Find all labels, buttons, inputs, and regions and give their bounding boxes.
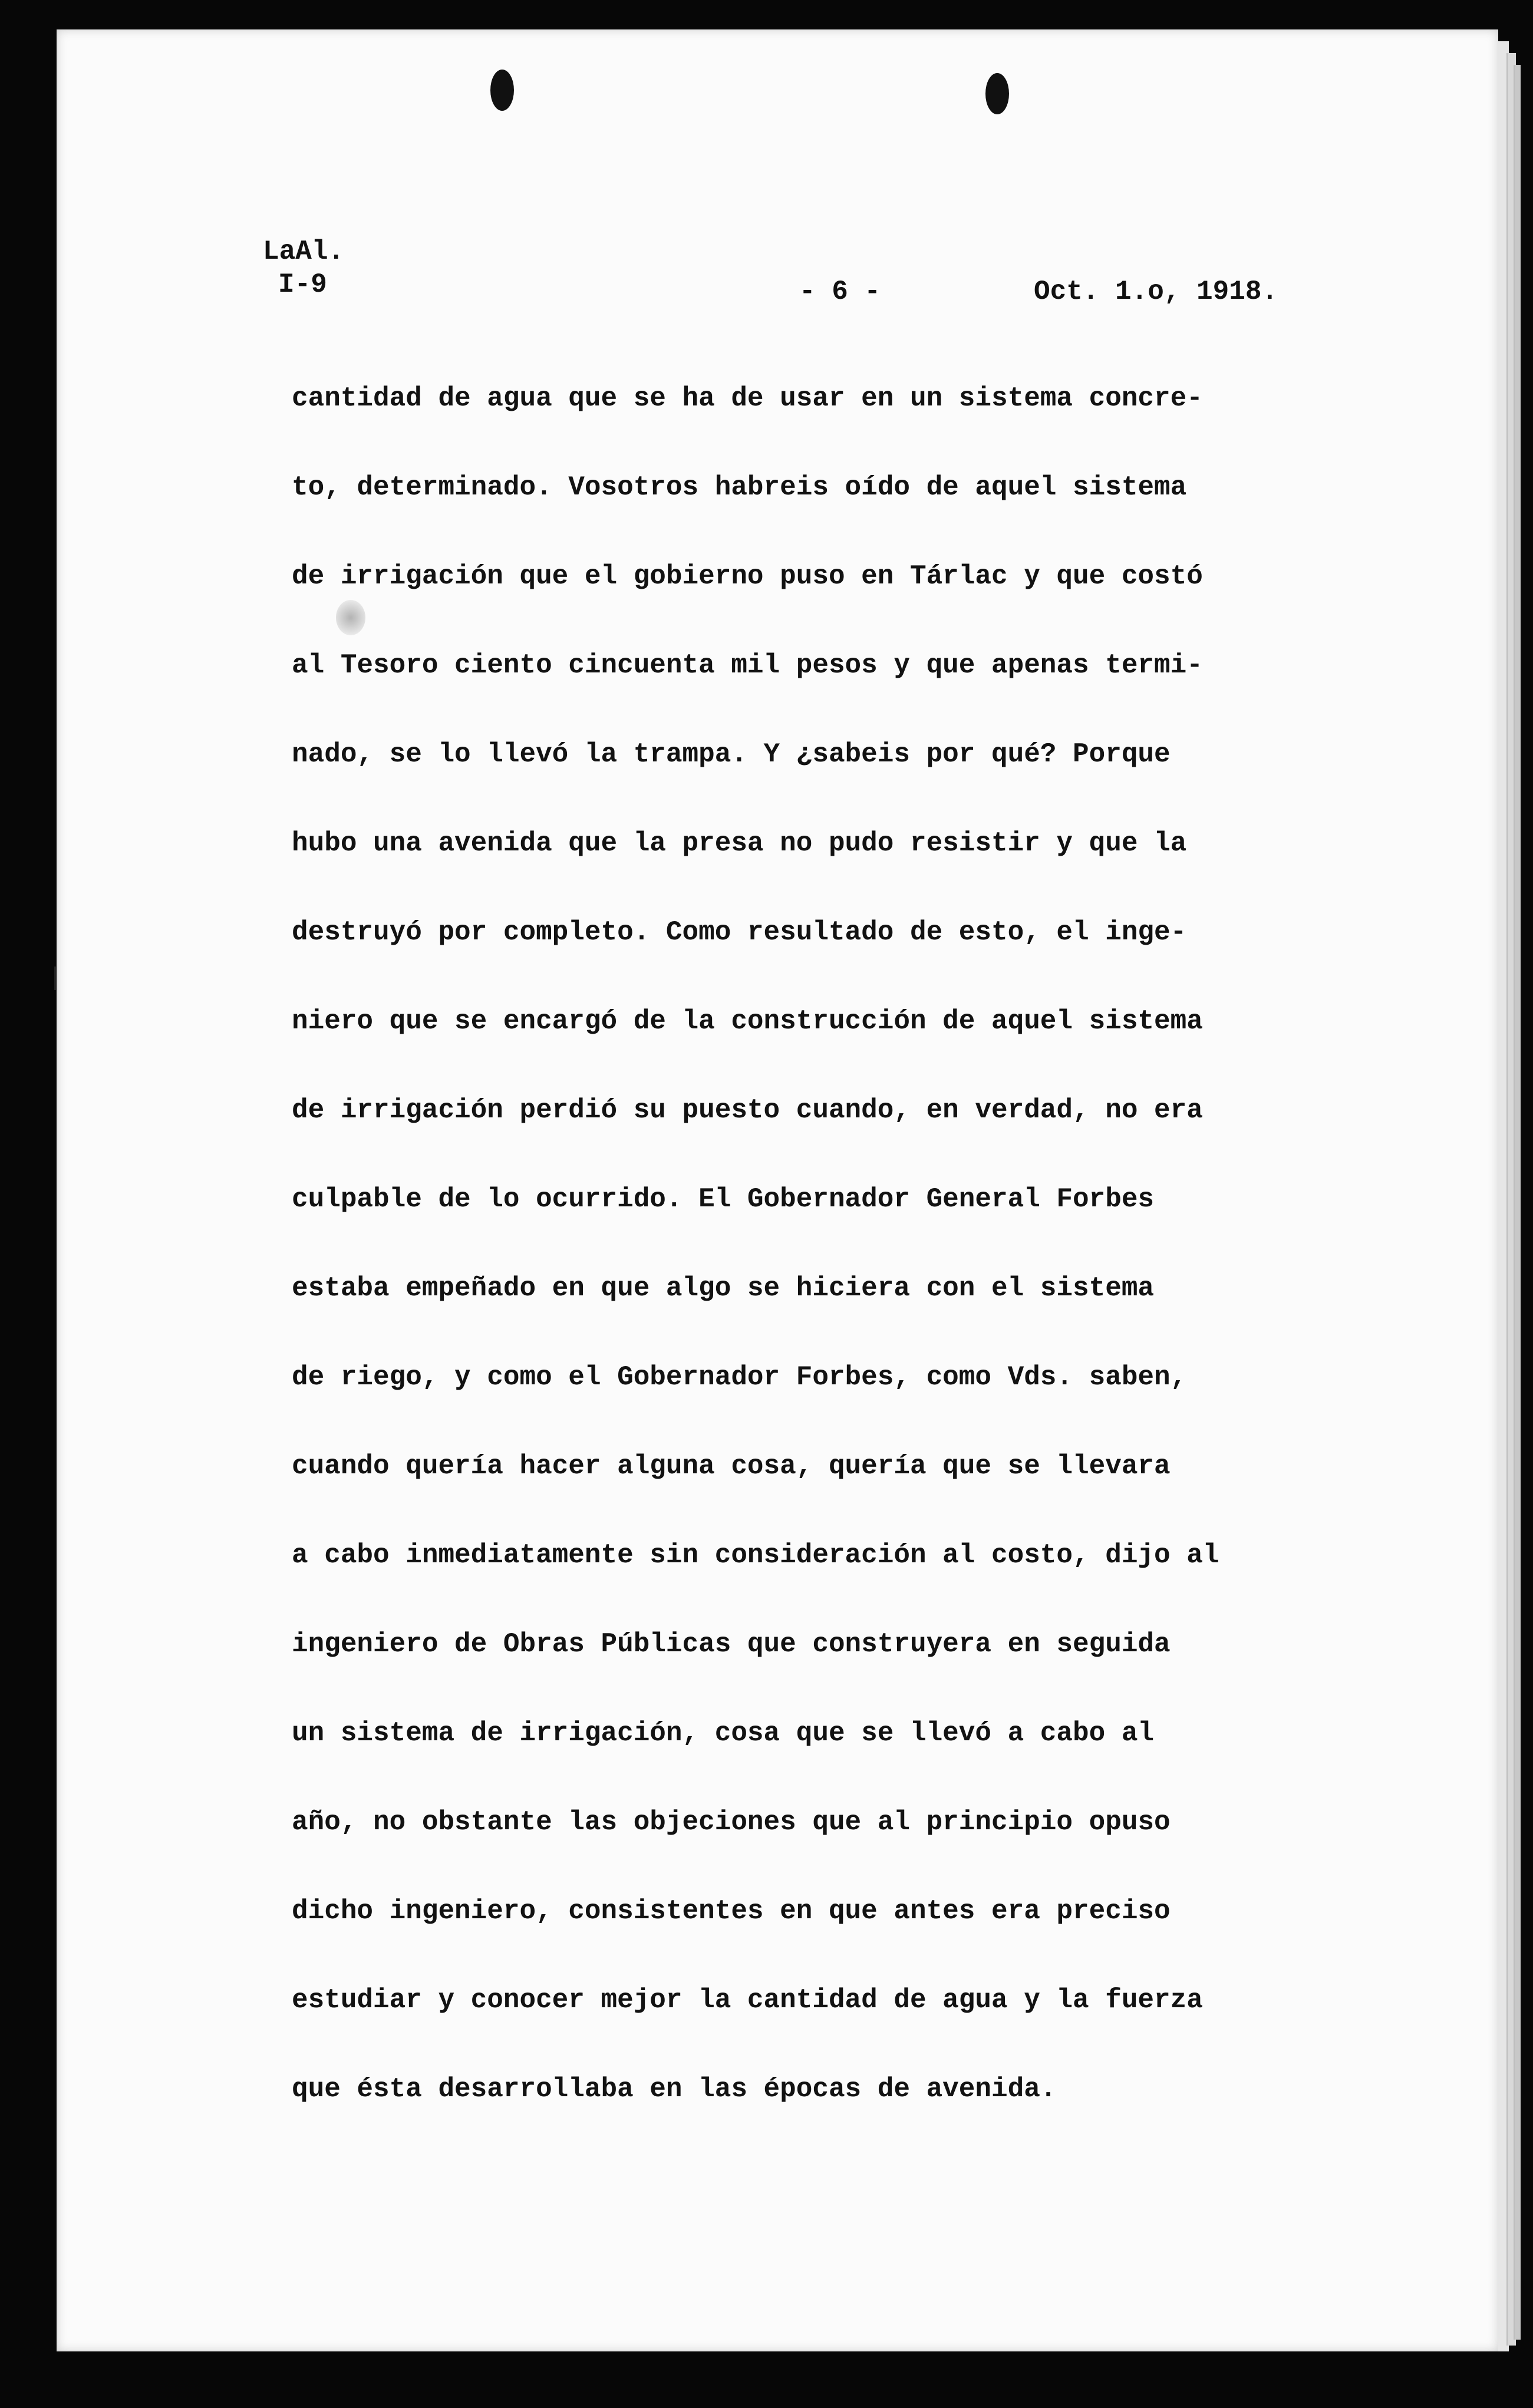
text-line: cuando quería hacer alguna cosa, quería que se llevara xyxy=(292,1451,1171,1482)
reference-code: LaAl. xyxy=(263,236,345,267)
reference-number: I-9 xyxy=(278,269,327,300)
punch-hole-left xyxy=(490,70,514,111)
text-line: estaba empeñado en que algo se hiciera con el sistema xyxy=(292,1273,1155,1304)
text-line: destruyó por completo. Como resultado de esto, el inge- xyxy=(292,917,1187,948)
text-line: estudiar y conocer mejor la cantidad de agua y la fuerza xyxy=(292,1985,1203,2016)
text-line: a cabo inmediatamente sin consideración al costo, dijo al xyxy=(292,1540,1219,1571)
text-line: al Tesoro ciento cincuenta mil pesos y que apenas termi- xyxy=(292,650,1203,681)
text-line: de irrigación perdió su puesto cuando, en verdad, no era xyxy=(292,1095,1203,1126)
stacked-sheet-edge xyxy=(1514,65,1521,2340)
margin-mark xyxy=(54,967,56,990)
page-number: - 6 - xyxy=(799,276,881,307)
text-line: ingeniero de Obras Públicas que construyera en seguida xyxy=(292,1629,1171,1660)
text-line: hubo una avenida que la presa no pudo resistir y que la xyxy=(292,828,1187,859)
text-line: to, determinado. Vosotros habreis oído de aquel sistema xyxy=(292,472,1187,503)
text-line: año, no obstante las objeciones que al principio opuso xyxy=(292,1807,1171,1838)
text-line: un sistema de irrigación, cosa que se llevó a cabo al xyxy=(292,1718,1155,1749)
text-line: culpable de lo ocurrido. El Gobernador General Forbes xyxy=(292,1184,1155,1215)
document-date: Oct. 1.o, 1918. xyxy=(1034,276,1278,307)
text-line: dicho ingeniero, consistentes en que antes era preciso xyxy=(292,1896,1171,1927)
body-text xyxy=(292,377,1388,2157)
text-line: de irrigación que el gobierno puso en Tárlac y que costó xyxy=(292,561,1203,592)
text-line: nado, se lo llevó la trampa. Y ¿sabeis por qué? Porque xyxy=(292,739,1171,770)
text-line: de riego, y como el Gobernador Forbes, como Vds. saben, xyxy=(292,1362,1187,1393)
text-line: niero que se encargó de la construcción de aquel sistema xyxy=(292,1006,1203,1037)
punch-hole-right xyxy=(985,73,1009,114)
text-line: que ésta desarrollaba en las épocas de avenida. xyxy=(292,2074,1057,2104)
text-line: cantidad de agua que se ha de usar en un sistema concre- xyxy=(292,383,1203,414)
